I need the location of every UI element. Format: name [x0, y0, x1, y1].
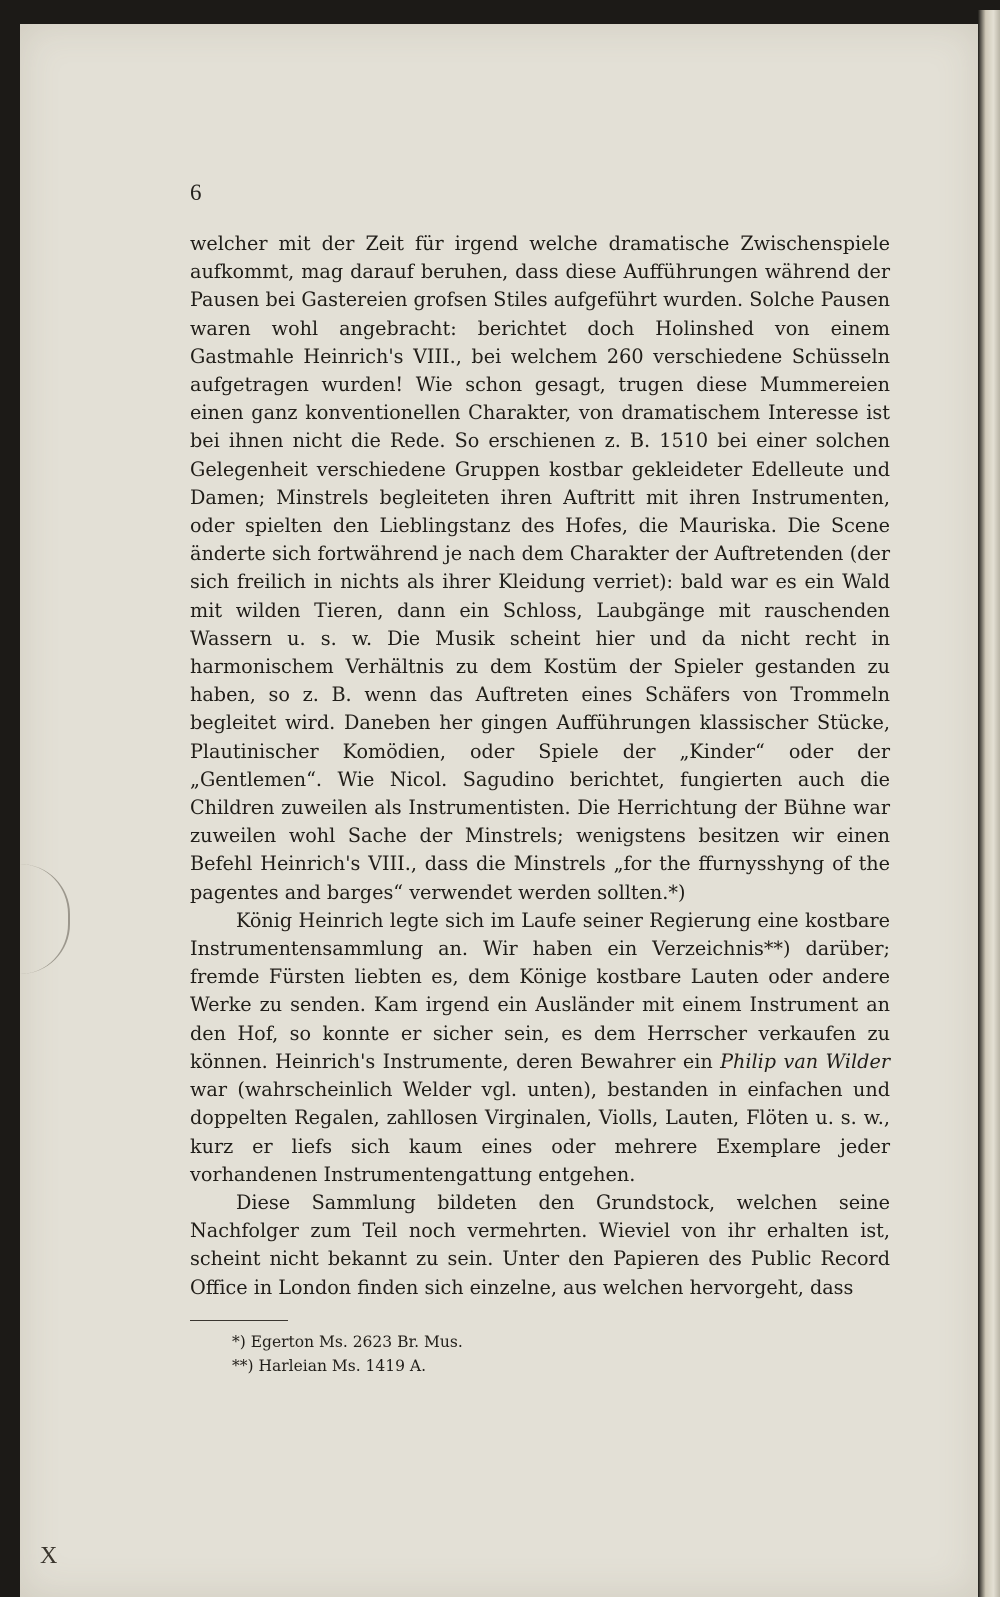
page-edge — [978, 10, 1000, 1597]
footnote-2: **) Harleian Ms. 1419 A. — [232, 1357, 427, 1375]
footnote-1: *) Egerton Ms. 2623 Br. Mus. — [232, 1333, 463, 1351]
binding-shadow — [20, 864, 70, 974]
margin-mark: X — [40, 1543, 58, 1569]
paragraph-2-start: König Heinrich legte sich im Laufe seiner Regierung eine kostbare Instrumentensammlung an. Wir haben ein Verzeichnis**) darüber; fremde Fürsten liebten es, dem Könige kostbare Lauten oder andere Werke zu senden. Kam irgend ein Ausländer mit einem Instrument an den Hof, so konnte er sicher sein, es dem Herrscher verkaufen zu können. Heinrich's Instrumente, deren Bewahrer ein — [190, 908, 890, 1073]
paragraph-2-end: war (wahrscheinlich Welder vgl. unten), bestanden in einfachen und doppelten Regalen, zahllosen Virginalen, Violls, Lauten, Flöten u. s. w., kurz er liefs sich kaum eines oder mehrere Exemplare jeder vorhandenen Instrumentengattung entgehen. — [190, 1078, 890, 1186]
body-text — [190, 230, 890, 1302]
footnote-rule — [190, 1320, 288, 1321]
footnotes — [232, 1330, 463, 1378]
paragraph-1: welcher mit der Zeit für irgend welche dramatische Zwischenspiele aufkommt, mag darauf beruhen, dass diese Aufführungen während der Pausen bei Gastereien grofsen Stiles aufgeführt wurden. Solche Pausen waren wohl angebracht: berichtet doch Holinshed von einem Gastmahle Heinrich's VIII., bei welchem 260 verschiedene Schüsseln aufgetragen wurden! Wie schon gesagt, trugen diese Mummereien einen ganz konventionellen Charakter, von dramatischem Interesse ist bei ihnen nicht die Rede. So erschienen z. B. 1510 bei einer solchen Gelegenheit verschiedene Gruppen kostbar gekleideter Edelleute und Damen; Minstrels begleiteten ihren Auftritt mit ihren Instrumenten, oder spielten den Lieblingstanz des Hofes, die Mauriska. Die Scene änderte sich fortwährend je nach dem Charakter der Auftretenden (der sich freilich in nichts als ihrer Kleidung verriet): bald war es ein Wald mit wilden Tieren, dann ein Schloss, Laubgänge mit rauschenden Wassern u. s. w. Die Musik scheint hier und da nicht recht in harmonischem Verhältnis zu dem Kostüm der Spieler gestanden zu haben, so z. B. wenn das Auftreten eines Schäfers von Trommeln begleitet wird. Daneben her gingen Aufführungen klassischer Stücke, Plautinischer Komödien, oder Spiele der „Kinder“ oder der „Gentlemen“. Wie Nicol. Sagudino berichtet, fungierten auch die Children zuweilen als Instrumentisten. Die Herrichtung der Bühne war zuweilen wohl Sache der Minstrels; wenigstens besitzen wir einen Befehl Heinrich's VIII., dass die Minstrels „for the ffurnysshyng of the pagentes and barges“ verwendet werden sollten.*) — [190, 232, 891, 904]
paragraph-2 — [190, 907, 890, 1189]
page-number: 6 — [190, 180, 202, 205]
italic-name: Philip van Wilder — [720, 1049, 890, 1073]
paragraph-3: Diese Sammlung bildeten den Grundstock, welchen seine Nachfolger zum Teil noch vermehrten. Wieviel von ihr erhalten ist, scheint nicht bekannt zu sein. Unter den Papieren des Public Record Office in London finden sich einzelne, aus welchen hervorgeht, dass — [190, 1190, 890, 1299]
